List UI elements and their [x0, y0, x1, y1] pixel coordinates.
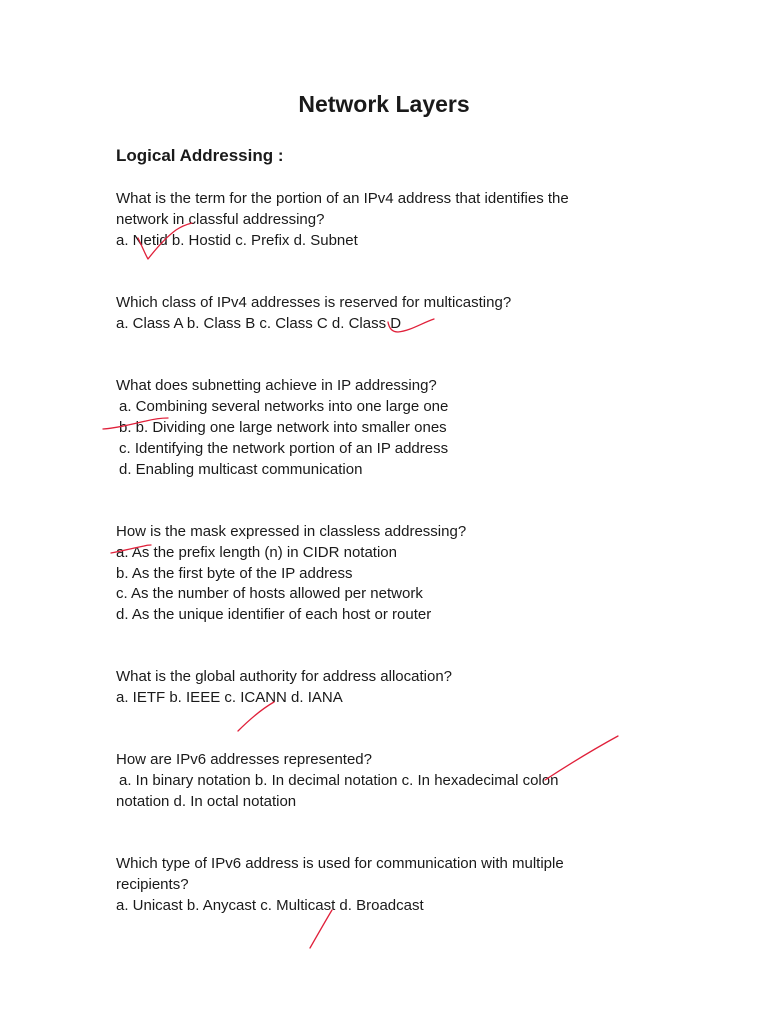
question-7-options: a. Unicast b. Anycast c. Multicast d. Broadcast: [116, 897, 424, 914]
question-1-text-line-1: What is the term for the portion of an IPv4 address that identifies the: [116, 190, 569, 207]
page-title: Network Layers: [298, 91, 470, 117]
question-4-option-b: b. As the first byte of the IP address: [116, 565, 353, 582]
question-1-options: a. Netid b. Hostid c. Prefix d. Subnet: [116, 232, 358, 249]
question-3-option-c: c. Identifying the network portion of an IP address: [119, 440, 449, 457]
question-3-option-d: d. Enabling multicast communication: [119, 461, 363, 478]
question-3-option-b: b. b. Dividing one large network into smaller ones: [119, 419, 447, 436]
question-1-text-line-2: network in classful addressing?: [116, 211, 325, 228]
question-5-text: What is the global authority for address allocation?: [116, 668, 453, 685]
question-7-text-line-2: recipients?: [116, 876, 189, 893]
question-3-text: What does subnetting achieve in IP addressing?: [116, 377, 437, 394]
question-4-text: How is the mask expressed in classless addressing?: [116, 523, 467, 540]
question-4-option-c: c. As the number of hosts allowed per network: [116, 585, 423, 602]
section-heading: Logical Addressing :: [116, 146, 284, 165]
question-5-options: a. IETF b. IEEE c. ICANN d. IANA: [116, 689, 343, 706]
question-3-option-a: a. Combining several networks into one large one: [119, 398, 449, 415]
question-6-options-line-1: a. In binary notation b. In decimal notation c. In hexadecimal colon: [119, 772, 559, 789]
question-6-options-line-2: notation d. In octal notation: [116, 793, 297, 810]
question-4-option-a: a. As the prefix length (n) in CIDR notation: [116, 544, 397, 561]
question-4-option-d: d. As the unique identifier of each host or router: [116, 606, 432, 623]
question-2-options: a. Class A b. Class B c. Class C d. Class D: [116, 315, 402, 332]
question-7-text-line-1: Which type of IPv6 address is used for communication with multiple: [116, 855, 564, 872]
question-2-text: Which class of IPv4 addresses is reserved for multicasting?: [116, 294, 512, 311]
question-6-text: How are IPv6 addresses represented?: [116, 751, 372, 768]
